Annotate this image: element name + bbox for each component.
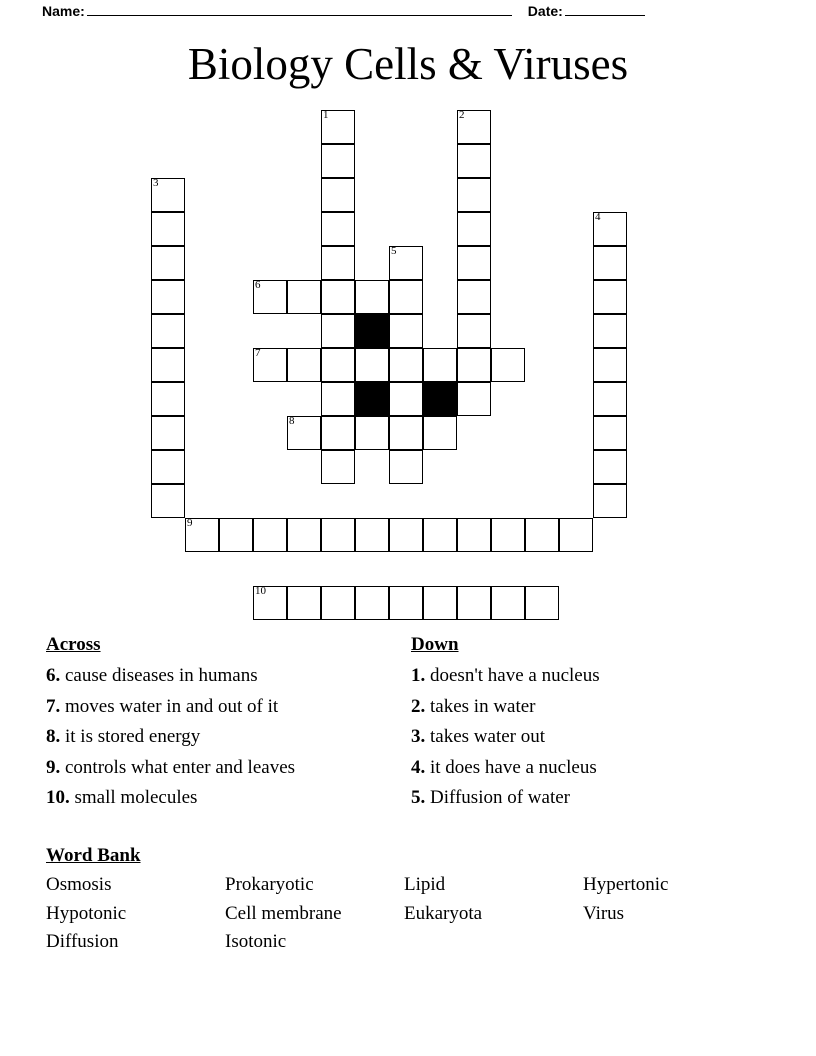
grid-cell-blocked xyxy=(423,382,457,416)
grid-cell[interactable] xyxy=(253,518,287,552)
grid-cell[interactable] xyxy=(389,382,423,416)
grid-cell[interactable] xyxy=(321,518,355,552)
grid-cell[interactable] xyxy=(253,348,287,382)
down-clue xyxy=(411,753,741,784)
grid-cell[interactable] xyxy=(287,586,321,620)
grid-cell[interactable] xyxy=(321,314,355,348)
grid-cell[interactable] xyxy=(151,212,185,246)
grid-cell[interactable] xyxy=(389,280,423,314)
word-bank-item: Eukaryota xyxy=(404,902,483,924)
grid-cell[interactable] xyxy=(457,178,491,212)
down-clue xyxy=(411,783,741,814)
grid-cell[interactable] xyxy=(151,484,185,518)
down-clue xyxy=(411,692,741,723)
page-title: Biology Cells & Viruses xyxy=(187,39,629,89)
across-heading: Across xyxy=(46,634,101,655)
clue-number: 3. xyxy=(411,726,426,747)
grid-cell[interactable] xyxy=(389,246,423,280)
grid-cell[interactable] xyxy=(321,348,355,382)
grid-cell[interactable] xyxy=(287,518,321,552)
word-bank-item: Cell membrane xyxy=(225,902,342,924)
down-clue xyxy=(411,661,741,692)
clue-text: it does have a nucleus xyxy=(425,756,597,778)
grid-cell[interactable] xyxy=(389,586,423,620)
grid-cell[interactable] xyxy=(559,518,593,552)
grid-cell[interactable] xyxy=(593,382,627,416)
grid-cell[interactable] xyxy=(253,280,287,314)
grid-cell[interactable] xyxy=(525,518,559,552)
grid-cell[interactable] xyxy=(389,518,423,552)
grid-cell[interactable] xyxy=(457,518,491,552)
grid-cell-blocked xyxy=(355,314,389,348)
across-clue xyxy=(46,783,396,814)
grid-cell-number: 2 xyxy=(459,109,465,121)
grid-cell[interactable] xyxy=(151,348,185,382)
word-bank-grid xyxy=(46,871,776,957)
grid-cell[interactable] xyxy=(389,314,423,348)
grid-cell-number: 10 xyxy=(255,585,266,597)
grid-cell[interactable] xyxy=(491,518,525,552)
grid-cell[interactable] xyxy=(457,348,491,382)
grid-cell[interactable] xyxy=(389,416,423,450)
word-bank-item: Diffusion xyxy=(46,931,119,952)
word-bank-item: Virus xyxy=(583,902,625,924)
across-clue xyxy=(46,661,396,692)
word-bank-item xyxy=(404,928,583,957)
grid-cell-number: 6 xyxy=(255,279,261,291)
down-heading: Down xyxy=(411,634,459,655)
grid-cell[interactable] xyxy=(287,416,321,450)
grid-cell[interactable] xyxy=(457,280,491,314)
clue-text: Diffusion of water xyxy=(425,787,571,808)
across-clue xyxy=(46,753,396,784)
clue-text: doesn't have a nucleus xyxy=(425,665,600,686)
grid-cell[interactable] xyxy=(321,212,355,246)
clue-text: takes in water xyxy=(425,695,536,717)
grid-cell[interactable] xyxy=(219,518,253,552)
grid-cell[interactable] xyxy=(593,212,627,246)
clue-text: it is stored energy xyxy=(60,726,201,747)
grid-cell[interactable] xyxy=(253,586,287,620)
grid-cell[interactable] xyxy=(593,416,627,450)
grid-cell[interactable] xyxy=(321,280,355,314)
grid-cell-number: 7 xyxy=(255,347,261,359)
grid-cell[interactable] xyxy=(321,144,355,178)
grid-cell[interactable] xyxy=(287,280,321,314)
grid-cell-number: 3 xyxy=(153,177,159,189)
grid-cell[interactable] xyxy=(457,144,491,178)
grid-cell-number: 5 xyxy=(391,245,397,257)
grid-cell[interactable] xyxy=(355,518,389,552)
grid-cell[interactable] xyxy=(321,382,355,416)
down-clue-list xyxy=(411,661,741,814)
grid-cell[interactable] xyxy=(321,110,355,144)
word-bank-item: Lipid xyxy=(404,874,446,895)
grid-cell-number: 8 xyxy=(289,415,295,427)
clue-number: 5. xyxy=(411,787,426,808)
grid-cell[interactable] xyxy=(457,314,491,348)
word-bank-item: Hypotonic xyxy=(46,902,127,924)
clue-text: takes water out xyxy=(425,726,546,747)
grid-cell-number: 1 xyxy=(323,109,329,121)
grid-cell[interactable] xyxy=(151,416,185,450)
word-bank-column xyxy=(583,871,762,957)
grid-cell[interactable] xyxy=(151,178,185,212)
word-bank-column xyxy=(46,871,225,957)
clue-number: 1. xyxy=(411,665,426,686)
name-label: Name: xyxy=(42,3,85,19)
grid-cell[interactable] xyxy=(355,348,389,382)
grid-cell[interactable] xyxy=(355,586,389,620)
grid-cell-number: 4 xyxy=(595,211,601,223)
word-bank-item: Osmosis xyxy=(46,874,112,895)
grid-cell[interactable] xyxy=(321,178,355,212)
date-label: Date: xyxy=(527,3,563,19)
clue-text: controls what enter and leaves xyxy=(60,756,296,778)
grid-cell[interactable] xyxy=(423,518,457,552)
across-clue xyxy=(46,692,396,723)
word-bank-column xyxy=(404,871,583,957)
grid-cell[interactable] xyxy=(491,348,525,382)
word-bank xyxy=(46,843,776,957)
grid-cell[interactable] xyxy=(151,314,185,348)
grid-cell[interactable] xyxy=(151,450,185,484)
down-clue xyxy=(411,722,741,753)
grid-cell[interactable] xyxy=(321,246,355,280)
across-clues-column xyxy=(46,632,396,814)
word-bank-item: Prokaryotic xyxy=(225,874,314,895)
grid-cell[interactable] xyxy=(525,586,559,620)
grid-cell-number: 9 xyxy=(187,517,193,529)
across-clue-list xyxy=(46,661,396,814)
clue-number: 10. xyxy=(46,787,70,808)
word-bank-item: Hypertonic xyxy=(583,874,669,895)
grid-cell[interactable] xyxy=(423,586,457,620)
grid-cell[interactable] xyxy=(389,450,423,484)
grid-cell-blocked xyxy=(355,382,389,416)
clue-number: 6. xyxy=(46,665,61,686)
grid-cell[interactable] xyxy=(321,416,355,450)
word-bank-heading: Word Bank xyxy=(46,845,141,866)
grid-cell[interactable] xyxy=(491,586,525,620)
grid-cell[interactable] xyxy=(423,348,457,382)
grid-cell[interactable] xyxy=(355,416,389,450)
clue-number: 4. xyxy=(411,756,426,778)
across-clue xyxy=(46,722,396,753)
grid-cell[interactable] xyxy=(321,586,355,620)
grid-cell[interactable] xyxy=(593,314,627,348)
grid-cell[interactable] xyxy=(151,246,185,280)
grid-cell[interactable] xyxy=(593,348,627,382)
grid-cell[interactable] xyxy=(593,484,627,518)
clue-number: 9. xyxy=(46,756,61,778)
grid-cell[interactable] xyxy=(457,586,491,620)
clue-number: 7. xyxy=(46,695,61,717)
clue-text: cause diseases in humans xyxy=(60,665,258,686)
clue-number: 2. xyxy=(411,695,426,717)
grid-cell[interactable] xyxy=(593,280,627,314)
grid-cell[interactable] xyxy=(151,382,185,416)
grid-cell[interactable] xyxy=(389,348,423,382)
clue-text: moves water in and out of it xyxy=(60,695,279,717)
word-bank-item xyxy=(583,928,762,957)
clue-number: 8. xyxy=(46,726,61,747)
grid-cell[interactable] xyxy=(593,450,627,484)
grid-cell[interactable] xyxy=(321,450,355,484)
grid-cell[interactable] xyxy=(457,246,491,280)
clue-text: small molecules xyxy=(69,787,198,808)
grid-cell[interactable] xyxy=(151,280,185,314)
grid-cell[interactable] xyxy=(593,246,627,280)
down-clues-column xyxy=(411,632,741,814)
grid-cell[interactable] xyxy=(457,382,491,416)
grid-cell[interactable] xyxy=(457,110,491,144)
grid-cell[interactable] xyxy=(355,280,389,314)
word-bank-column xyxy=(225,871,404,957)
grid-cell[interactable] xyxy=(185,518,219,552)
grid-cell[interactable] xyxy=(423,416,457,450)
grid-cell[interactable] xyxy=(287,348,321,382)
grid-cell[interactable] xyxy=(457,212,491,246)
word-bank-item: Isotonic xyxy=(225,931,287,952)
